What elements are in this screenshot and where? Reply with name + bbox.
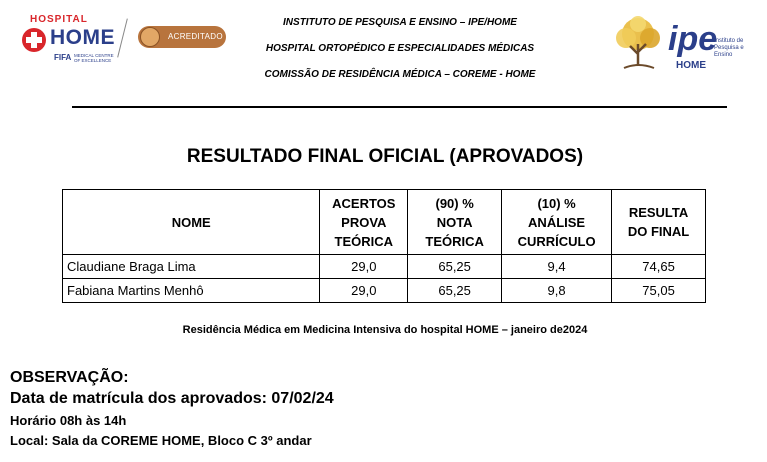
- cell-nome: Claudiane Braga Lima: [63, 255, 320, 279]
- hospital-home-logo: [22, 14, 114, 64]
- header-analise-line1: (10) %: [537, 195, 576, 211]
- cell-analise: 9,4: [502, 255, 612, 279]
- header-analise: [502, 190, 612, 255]
- header-acertos: [320, 190, 408, 255]
- header-nota-line1: (90) %: [435, 195, 474, 211]
- cell-nome: Fabiana Martins Menhô: [63, 279, 320, 303]
- program-subtitle: Residência Médica em Medicina Intensiva do hospital HOME – janeiro de2024: [182, 324, 588, 336]
- header-nota: [408, 190, 502, 255]
- header-acertos-line1: ACERTOS: [332, 195, 396, 211]
- cell-analise: 9,8: [502, 279, 612, 303]
- header-nota-line2: NOTA: [436, 214, 473, 230]
- table-row: [63, 255, 706, 279]
- header-hospital: HOSPITAL ORTOPÉDICO E ESPECIALIDADES MÉDICAS: [265, 43, 535, 54]
- fifa-label: FIFA: [54, 53, 72, 62]
- table-row: [63, 279, 706, 303]
- hospital-logo-main-word: HOME: [50, 26, 115, 49]
- header-rule: [72, 106, 727, 108]
- results-table: [62, 189, 706, 303]
- ipe-tree-icon: [610, 14, 668, 74]
- logo-divider: [117, 18, 128, 57]
- cell-resultado: 75,05: [612, 279, 706, 303]
- local-text: Local: Sala da COREME HOME, Bloco C 3º andar: [10, 433, 312, 448]
- header-analise-line3: CURRÍCULO: [517, 233, 596, 249]
- medal-icon: [140, 27, 160, 47]
- cell-resultado: 74,65: [612, 255, 706, 279]
- hospital-logo-top-word: HOSPITAL: [30, 14, 88, 25]
- horario-text: Horário 08h às 14h: [10, 413, 127, 428]
- medical-cross-icon: [22, 28, 46, 52]
- observacao-label: OBSERVAÇÃO:: [10, 369, 129, 386]
- header-nota-line3: TEÓRICA: [425, 233, 484, 249]
- medical-centre-label: MEDICAL CENTRE OF EXCELLENCE: [74, 53, 114, 63]
- header-acertos-line2: PROVA: [341, 214, 387, 230]
- header-nome-text: NOME: [171, 214, 211, 230]
- page-title: RESULTADO FINAL OFICIAL (APROVADOS): [186, 146, 584, 167]
- acreditado-label: ACREDITADO: [168, 32, 223, 41]
- cell-acertos: 29,0: [320, 279, 408, 303]
- header-commission: COMISSÃO DE RESIDÊNCIA MÉDICA – COREME - HOME: [264, 69, 536, 80]
- header-institute: INSTITUTO DE PESQUISA E ENSINO – IPE/HOME: [283, 17, 517, 28]
- cell-acertos: 29,0: [320, 255, 408, 279]
- cell-nota: 65,25: [408, 255, 502, 279]
- header-nome: [63, 190, 320, 255]
- ipe-logo-institute: Instituto de Pesquisa e Ensino: [714, 38, 744, 58]
- ipe-logo-word: ipe: [668, 20, 718, 58]
- header-resultado: [612, 190, 706, 255]
- header-resultado-line1: RESULTA: [628, 205, 689, 220]
- ipe-logo-home: HOME: [676, 60, 706, 71]
- table-header-row: [63, 190, 706, 255]
- header-analise-line2: ANÁLISE: [528, 214, 586, 230]
- matricula-date: Data de matrícula dos aprovados: 07/02/24: [10, 390, 334, 407]
- ipe-home-logo: [610, 14, 750, 76]
- header-resultado-line2: DO FINAL: [627, 224, 690, 239]
- cell-nota: 65,25: [408, 279, 502, 303]
- header-acertos-line3: TEÓRICA: [334, 233, 394, 249]
